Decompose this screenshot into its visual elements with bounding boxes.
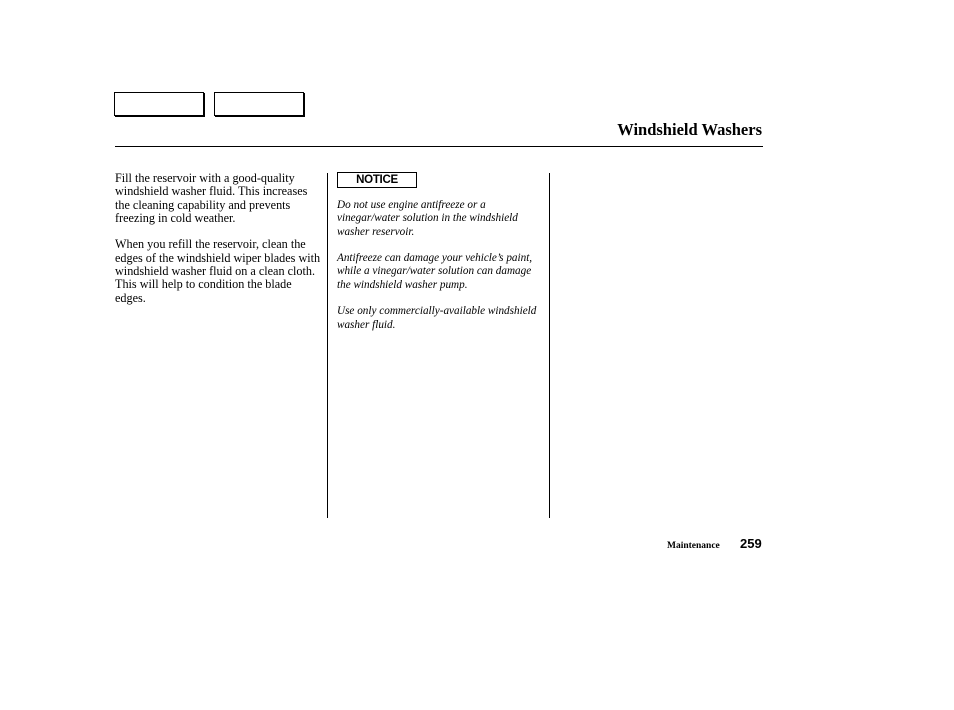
notice-paragraph: Antifreeze can damage your vehicle’s paint, while a vinegar/water solution can damage the windshield washer pump. — [337, 252, 533, 291]
notice-column — [337, 199, 542, 345]
column-divider — [549, 173, 550, 518]
footer-section-label: Maintenance — [667, 541, 720, 551]
previous-page-button[interactable] — [114, 92, 204, 116]
title-divider — [115, 146, 763, 147]
instruction-paragraph: When you refill the reservoir, clean the edges of the windshield wiper blades with windshield washer fluid on a clean cloth. This will help to condition the blade edges. — [115, 237, 321, 305]
page-title: Windshield Washers — [617, 120, 762, 139]
instructions-column — [115, 172, 323, 318]
notice-paragraph: Do not use engine antifreeze or a vinegar/water solution in the windshield washer reservoir. — [337, 199, 518, 238]
next-page-button[interactable] — [214, 92, 304, 116]
notice-badge: NOTICE — [337, 172, 417, 188]
page-number: 259 — [740, 536, 762, 551]
notice-paragraph: Use only commercially-available windshield washer fluid. — [337, 305, 537, 331]
instruction-paragraph: Fill the reservoir with a good-quality windshield washer fluid. This increases the cleaning capability and prevents freezing in cold weather. — [115, 171, 308, 225]
column-divider — [327, 173, 328, 518]
